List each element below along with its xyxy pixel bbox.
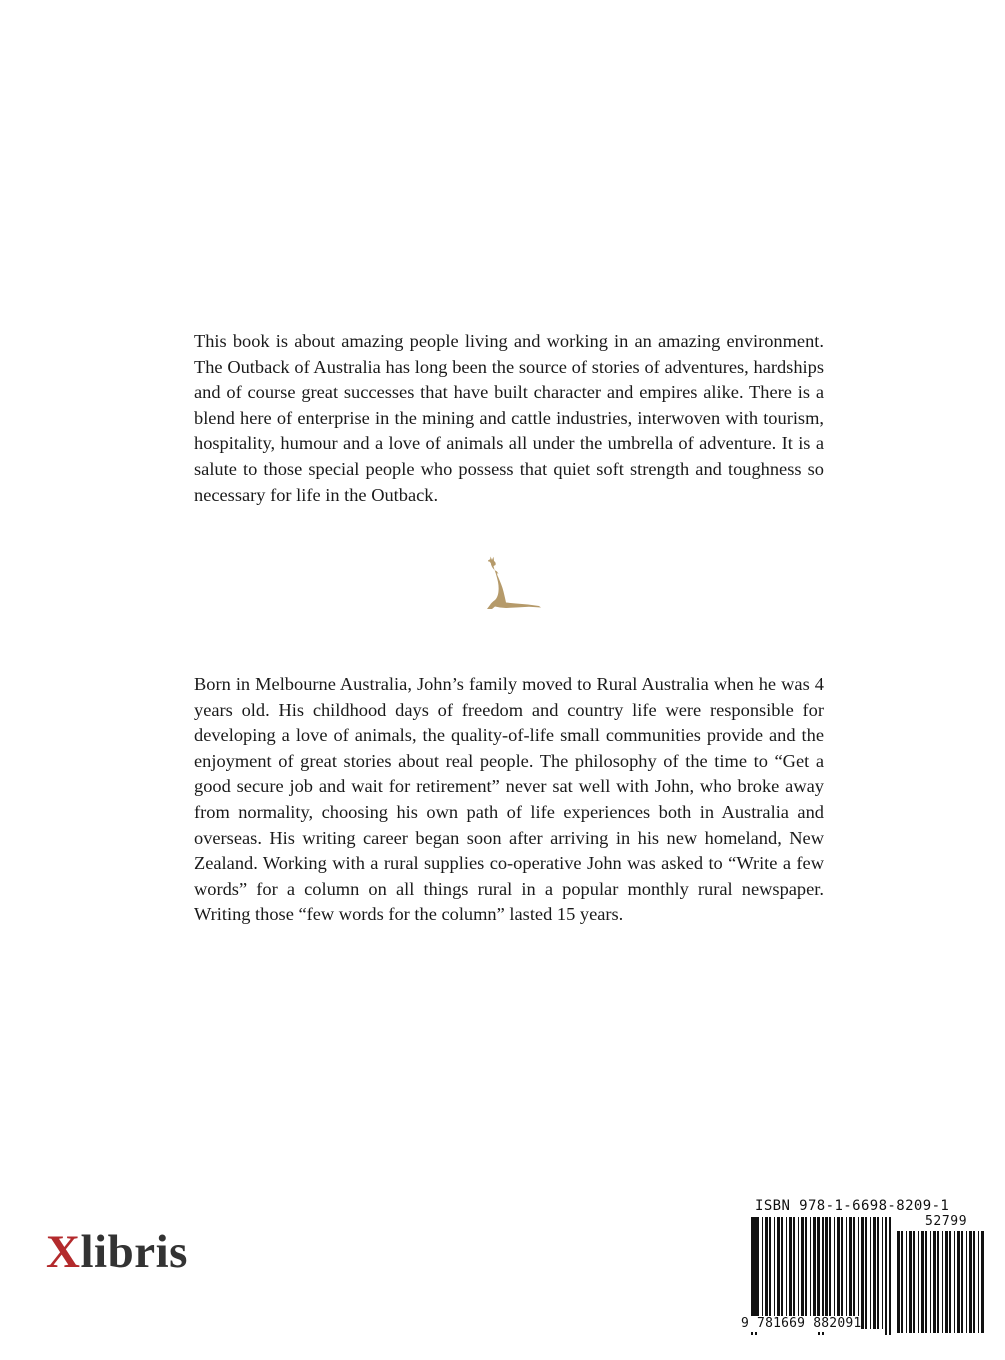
barcode-bar (846, 1217, 847, 1329)
barcode-bar (909, 1231, 912, 1333)
barcode-bar (942, 1231, 943, 1333)
publisher-logo-x: X (46, 1226, 81, 1278)
barcode-bar (858, 1217, 859, 1329)
barcode-bar (954, 1231, 955, 1333)
barcode-bar (837, 1217, 840, 1329)
barcode-bar (762, 1217, 763, 1329)
kangaroo-icon (484, 556, 542, 612)
barcode-bar (777, 1217, 780, 1329)
barcode-bar (789, 1217, 792, 1329)
barcode-bar (978, 1231, 979, 1333)
barcode-bar (849, 1217, 852, 1329)
barcode-bar (825, 1217, 828, 1329)
barcode-bar (921, 1231, 924, 1333)
publisher-logo (46, 1227, 188, 1277)
barcode-bar (933, 1231, 936, 1333)
barcode-bar (861, 1217, 864, 1329)
author-bio: Born in Melbourne Australia, John’s family moved to Rural Australia when he was 4 years old. His childhood days of freedom and country life were responsible for developing a love of animals, the quality-of-life small communities provide and the enjoyment of great stories about real people. The philosophy of the time to “Get a good secure job and wait for retirement” never sat well with John, who broke away from normality, choosing his own path of life experiences both in Australia and overseas. His writing career began soon after arriving in his new homeland, New Zealand. Working with a rural supplies co-operative John was asked to “Write a few words” for a column on all things rural in a popular monthly rural newspaper. Writing those “few words for the column” lasted 15 years. (194, 674, 824, 925)
barcode-bar (786, 1217, 787, 1329)
barcode-bar (829, 1217, 831, 1329)
barcode-bar (813, 1217, 816, 1329)
barcode-bar (969, 1231, 972, 1333)
barcode-bar (798, 1217, 799, 1329)
barcode-bar (918, 1231, 919, 1333)
barcode-bar (973, 1231, 975, 1333)
barcode-bar (877, 1217, 879, 1329)
barcode-bar (949, 1231, 951, 1333)
barcode-bar (913, 1231, 915, 1333)
barcode-bar (882, 1217, 883, 1329)
barcode-bar (981, 1231, 984, 1333)
barcode-guard-bar (889, 1217, 891, 1335)
barcode-bar (873, 1217, 876, 1329)
publisher-logo-text: libris (80, 1226, 188, 1278)
barcode-bar (957, 1231, 960, 1333)
barcode-guard-bar (885, 1217, 887, 1335)
barcode-bar (757, 1217, 759, 1329)
barcode-bar (793, 1217, 795, 1329)
barcode-bar (966, 1231, 967, 1333)
barcode-bar (810, 1217, 811, 1329)
barcode-bar (945, 1231, 948, 1333)
barcode-bar (805, 1217, 807, 1329)
barcode-bar (834, 1217, 835, 1329)
barcode-bar (841, 1217, 843, 1329)
barcode-bar (906, 1231, 907, 1333)
book-description: This book is about amazing people living and working in an amazing environment. The Outback of Australia has long been the source of stories of adventures, hardships and of course great successes that have built character and empires alike. There is a blend here of enterprise in the mining and cattle industries, interwoven with tourism, hospitality, humour and a love of animals all under the umbrella of adventure. It is a salute to those special people who possess that quiet soft strength and toughness so necessary for life in the Outback. (194, 331, 824, 505)
isbn-label: ISBN 978-1-6698-8209-1 (755, 1198, 950, 1214)
isbn-barcode (741, 1197, 991, 1337)
barcode-bar (865, 1217, 867, 1329)
barcode-bar (769, 1217, 771, 1329)
barcode-bar (961, 1231, 963, 1333)
barcode-bar (774, 1217, 775, 1329)
barcode-bar (937, 1231, 939, 1333)
barcode-bar (765, 1217, 768, 1329)
barcode-bar (853, 1217, 855, 1329)
barcode-bar (897, 1231, 900, 1333)
barcode-bar (801, 1217, 804, 1329)
barcode-bar (930, 1231, 931, 1333)
price-code-label: 52799 (925, 1214, 968, 1229)
barcode-bar (870, 1217, 871, 1329)
barcode-bar (781, 1217, 783, 1329)
barcode-bar (901, 1231, 903, 1333)
ean-digits-label: 9 781669 882091 (741, 1316, 862, 1331)
barcode-bar (925, 1231, 927, 1333)
